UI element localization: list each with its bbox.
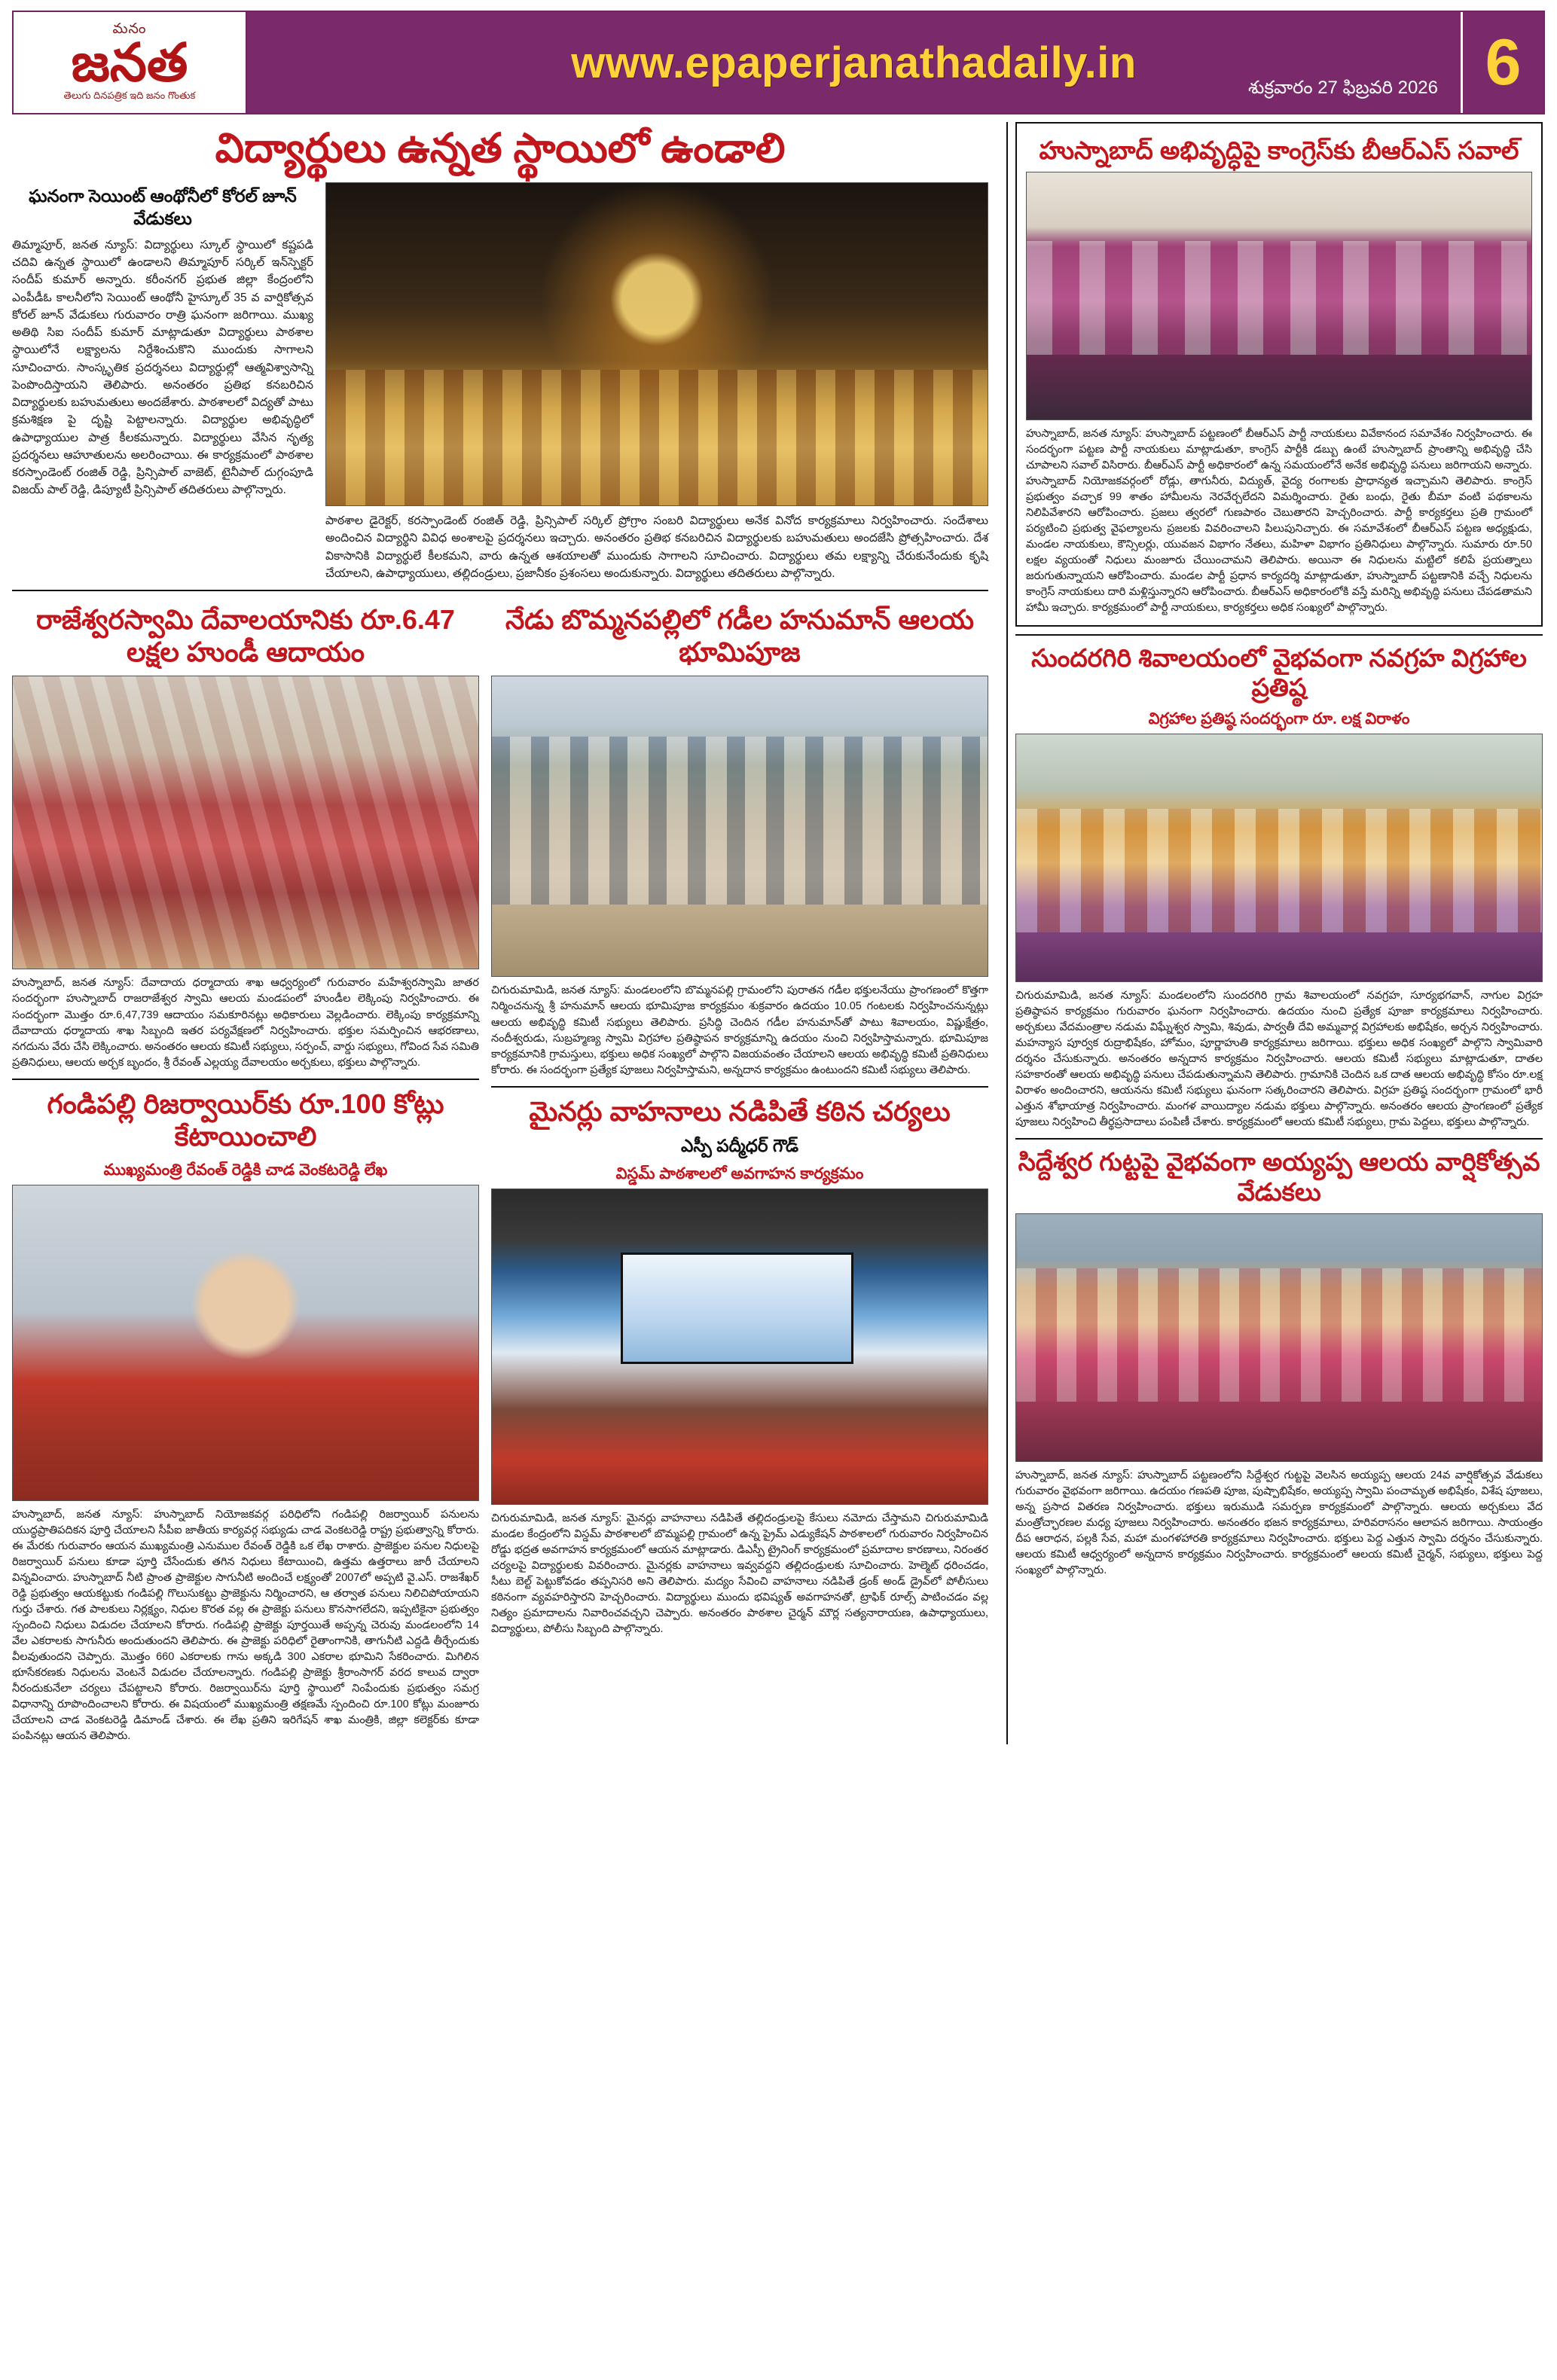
website-url[interactable]: www.epaperjanathadaily.in	[571, 38, 1137, 87]
brs-body: హుస్నాబాద్, జనత న్యూస్: హుస్నాబాద్ పట్టణంలో బీఆర్ఎస్ పార్టీ నాయకులు వివేకానంద సమావేశం నిర్వహించారు. ఈ సందర్భంగా పట్టణ పార్టీ నాయకులు మాట్లాడుతూ, కాంగ్రెస్ పార్టీకి డబ్బు ఉంటే హుస్నాబాద్ ప్రాంతాన్ని అభివృద్ధి చేసి చూపాలని సవాల్ విసిరారు. బీఆర్ఎస్ పార్టీ అధికారంలో ఉన్న సమయంలోనే అనేక అభివృద్ధి పనులు జరిగాయని అన్నారు. హుస్నాబాద్ నియోజకవర్గంలో రోడ్లు, తాగునీరు, విద్యుత్, వైద్య రంగాలకు ప్రాధాన్యత ఇచ్చామని తెలిపారు. కాంగ్రెస్ ప్రభుత్వం వచ్చాక 99 శాతం హామీలను నెరవేర్చలేదని విమర్శించారు. రైతు బంధు, రైతు బీమా వంటి పథకాలను నిలిపివేశారని ఆరోపించారు. ప్రజలు త్వరలో గుణపాఠం చెబుతారని హెచ్చరించారు. పార్టీ కార్యకర్తలు ప్రతి గ్రామంలో పర్యటించి ప్రభుత్వ వైఫల్యాలను ప్రజలకు వివరించాలని పిలుపునిచ్చారు. ఈ సమావేశంలో బీఆర్ఎస్ పట్టణ అధ్యక్షుడు, మండల నాయకులు, కౌన్సిలర్లు, యువజన విభాగం నేతలు, మహిళా విభాగం ప్రతినిధులు పాల్గొన్నారు. సుమారు రూ.50 లక్షల వ్యయంతో నిధులు మంజూరు చేయించామని తెలిపారు. అయినా ఈ నిధులను మట్టిలో కలిపే ప్రయత్నాలు జరుగుతున్నాయని ఆరోపించారు. మండల పార్టీ ప్రధాన కార్యదర్శి మాట్లాడుతూ, హుస్నాబాద్ పట్టణానికి వచ్చే నిధులను కాంగ్రెస్ నాయకులు దారి మళ్లిస్తున్నారని ఆరోపించారు. బీఆర్ఎస్ అధికారంలోకి వస్తే మరిన్ని అభివృద్ధి పనులు చేపడతామని హామీ ఇచ్చారు. కార్యక్రమంలో పార్టీ నాయకులు, కార్యకర్తలు అధిక సంఖ్యలో పాల్గొన్నారు.	[1026, 427, 1532, 614]
logo-subtitle: తెలుగు దినపత్రిక ఇది జనం గొంతుక	[63, 89, 196, 101]
navagraha-headline: సుందరగిరి శివాలయంలో వైభవంగా నవగ్రహ విగ్రహాల ప్రతిష్ఠ	[1031, 643, 1527, 702]
ayyappa-body: హుస్నాబాద్, జనత న్యూస్: హుస్నాబాద్ పట్టణంలోని సిద్దేశ్వర గుట్టపై వెలసిన అయ్యప్ప ఆలయ 24వ వార్షికోత్సవ వేడుకలు గురువారం వైభవంగా జరిగాయి. ఉదయం గణపతి పూజ, పుష్పాభిషేకం, అయ్యప్ప స్వామి పంచామృత అభిషేకం, విశేష పూజలు, అన్న ప్రసాద వితరణ నిర్వహించారు. భక్తులు ఇరుముడి సమర్పణ కార్యక్రమంలో పాల్గొన్నారు. ఆలయ అర్చకులు వేద మంత్రోచ్ఛారణల మధ్య పూజలు నిర్వహించారు. అనంతరం భజన కార్యక్రమాలు, హరివరాసనం ఆలాపన జరిగాయి. సాయంత్రం దీప ఆరాధన, పల్లకి సేవ, మహా మంగళహారతి కార్యక్రమాలు నిర్వహించారు. భక్తులు పెద్ద ఎత్తున స్వామి దర్శనం చేసుకున్నారు. ఆలయ కమిటీ ఆధ్వర్యంలో అన్నదాన కార్యక్రమం నిర్వహించారు. కార్యక్రమంలో ఆలయ కమిటీ చైర్మన్, సభ్యులు, భక్తులు పెద్ద సంఖ్యలో పాల్గొన్నారు.	[1015, 1469, 1543, 1576]
hanuman-body: చిగురుమామిడి, జనత న్యూస్: మండలంలోని బొమ్మనపల్లి గ్రామంలోని పురాతన గడీల భక్తులనేయు ప్రాంగణంలో కొత్తగా నిర్మించనున్న శ్రీ హనుమాన్ ఆలయ భూమిపూజ కార్యక్రమం శుక్రవారం ఉదయం 10.05 గంటలకు నిర్వహించనున్నట్లు ఆలయ అభివృద్ధి కమిటీ సభ్యులు తెలిపారు. ప్రసిద్ధి చెందిన గడీల హనుమాన్‌తో పాటు శివాలయం, విష్ణుక్షేత్రం, నందీశ్వరుడు, సుబ్రహ్మణ్య స్వామి విగ్రహాల ప్రతిష్ఠాపన కార్యక్రమాన్ని ఉదయం నుంచి నిర్వహిస్తామన్నారు. భూమిపూజ కార్యక్రమానికి గ్రామస్తులు, భక్తులు అధిక సంఖ్యలో పాల్గొని విజయవంతం చేయాలని ఆలయ అభివృద్ధి కమిటీ ప్రతినిధులు కోరారు. ఈ సందర్భంగా ప్రత్యేక పూజలు నిర్వహిస్తామని, అన్నదాన కార్యక్రమం ఉంటుందని కమిటీ సభ్యులు తెలిపారు.	[491, 984, 988, 1076]
ayyappa-headline: సిద్దేశ్వర గుట్టపై వైభవంగా అయ్యప్ప ఆలయ వార్షికోత్సవ వేడుకలు	[1018, 1148, 1540, 1206]
brs-leaders-meeting-photo	[1026, 172, 1532, 420]
page-number: 6	[1461, 12, 1543, 113]
right-divider-1	[1015, 634, 1543, 636]
reservoir-subhead: ముఖ్యమంత్రి రేవంత్ రెడ్డికి చాడ వెంకటరెడ్డి లేఖ	[103, 1161, 388, 1179]
navagraha-story	[1015, 643, 1543, 1131]
awareness-program-photo	[491, 1188, 988, 1505]
right-divider-2	[1015, 1138, 1543, 1140]
middle-row	[12, 599, 988, 1744]
politician-portrait-photo	[12, 1185, 479, 1501]
left-column-zone	[12, 122, 999, 1744]
ayyappa-temple-festival-photo	[1015, 1213, 1543, 1462]
navagraha-subhead: విగ్రహాల ప్రతిష్ఠ సందర్భంగా రూ. లక్ష విరాళం	[1148, 709, 1410, 728]
brs-story-box	[1015, 122, 1543, 627]
miners-body: చిగురుమామిడి, జనత న్యూస్: మైనర్లు వాహనాలు నడిపితే తల్లిదండ్రులపై కేసులు నమోదు చేస్తామని చిగురుమామిడి మండల కేంద్రంలోని విస్డమ్ పాఠశాలలో బొమ్మపల్లి గ్రామంలో ఉన్న ప్రైమ్ ఎడ్యుకేషన్ పాఠశాలలో గురువారం నిర్వహించిన రోడ్డు భద్రత అవగాహన కార్యక్రమంలో ఆయన మాట్లాడారు. డిఎస్పీ ట్రైనింగ్ కార్యక్రమంలో ప్రమాదాల కారణాలు, నిరంతర చర్యలపై విద్యార్థులకు వివరించారు. మైనర్లకు వాహనాలు ఇవ్వవద్దని తల్లిదండ్రులకు సూచించారు. హెల్మెట్ ధరించడం, సీటు బెల్ట్ పెట్టుకోవడం తప్పనిసరి అని తెలిపారు. మద్యం సేవించి వాహనాలు నడిపితే డ్రంక్ అండ్ డ్రైవ్‌లో పోలీసులు కఠినంగా వ్యవహరిస్తారని హెచ్చరించారు. విద్యార్థులు ముందు భవిష్యత్ అవగాహనతో, ట్రాఫిక్ రూల్స్ పాటించడం వల్ల నిత్యం ప్రమాదాలను నివారించవచ్చని చెప్పారు. అనంతరం పాఠశాల చైర్మన్ మౌర్ల సత్యనారాయణ, ఉపాధ్యాయులు, విద్యార్థులు, పోలీసు సిబ్బంది పాల్గొన్నారు.	[491, 1512, 988, 1636]
ayyappa-story	[1015, 1147, 1543, 1578]
right-column-zone	[1015, 122, 1543, 1744]
masthead	[12, 11, 1545, 114]
hanuman-headline: నేడు బొమ్మనపల్లిలో గడీల హనుమాన్ ఆలయ భూమిపూజ	[505, 604, 975, 668]
section-divider-3	[491, 1086, 988, 1088]
masthead-center	[247, 12, 1461, 113]
temple-ritual-photo	[12, 676, 479, 969]
navagraha-body: చిగురుమామిడి, జనత న్యూస్: మండలంలోని సుందరగిరి గ్రామ శివాలయంలో నవగ్రహ, సూర్యభగవాన్, నాగుల విగ్రహ ప్రతిష్ఠాపన కార్యక్రమం గురువారం ఘనంగా నిర్వహించారు. ఉదయం నుంచి ప్రత్యేక పూజా కార్యక్రమాలు నిర్వహించారు. అర్చకులు వేదమంత్రాల నడుమ విఘ్నేశ్వర స్వామి, శివుడు, పార్వతీ దేవి అమ్మవార్ల విగ్రహాలకు అభిషేకం, అర్చన నిర్వహించారు. మహన్యాస పూర్వక రుద్రాభిషేకం, హోమం, పూర్ణాహుతి కార్యక్రమాలు జరిగాయి. భక్తులు అధిక సంఖ్యలో పాల్గొని స్వామివారి దర్శనం చేసుకున్నారు. అనంతరం అన్నదాన కార్యక్రమం నిర్వహించారు. ఆలయ కమిటీ సభ్యులు మాట్లాడుతూ, దాతల సహకారంతో ఆలయ అభివృద్ధి పనులు చేపడుతున్నామని తెలిపారు. గ్రామానికి చెందిన ఒక దాత ఆలయ అభివృద్ధి కోసం రూ.లక్ష విరాళం అందించారని, ఆయనను కమిటీ సభ్యులు ఘనంగా సత్కరించారని తెలిపారు. విగ్రహ ప్రతిష్ఠ సందర్భంగా గ్రామంలో భారీ ఎత్తున శోభాయాత్ర నిర్వహించారు. మంగళ వాయిద్యాల నడుమ భక్తులు పాల్గొన్నారు. అనంతరం ఆలయ ప్రాంగణంలో ప్రత్యేక పూజలు నిర్వహించి తీర్థప్రసాదాలు పంపిణీ చేశారు. కార్యక్రమంలో ఆలయ కమిటీ సభ్యులు, గ్రామ పెద్దలు, భక్తులు పాల్గొన్నారు.	[1015, 990, 1543, 1129]
bhoomi-pooja-photo	[491, 676, 988, 977]
temple-hundi-body: హుస్నాబాద్, జనత న్యూస్: దేవాదాయ ధర్మాదాయ శాఖ ఆధ్వర్యంలో గురువారం మహేశ్వరస్వామి జాతర సందర్భంగా హుస్నాబాద్ రాజరాజేశ్వర స్వామి ఆలయ మండపంలో హుండీల లెక్కింపు నిర్వహించారు. ఈ సందర్భంగా మొత్తం రూ.6,47,739 ఆదాయం సమకూరినట్లు అధికారులు వెల్లడించారు. లెక్కింపు కార్యక్రమాన్ని దేవాదాయ ధర్మాదాయ శాఖ సిబ్బంది ఇతర పర్యవేక్షణలో నిర్వహించారు. భక్తుల సమర్పించిన ఆభరణాలు, నగదును వేరు చేసి లెక్కించారు. అనంతరం ఆలయ కమిటీ సభ్యులు, సర్పంచ్, వార్డు సభ్యులు, గోవింద సేవ సమితి ప్రతినిధులు, ఆలయ అర్చక బృందం, శ్రీ రేవంత్ ఎల్లయ్య దేవాలయం అర్చకులు, భక్తులు పాల్గొన్నారు.	[12, 977, 479, 1069]
page-content	[12, 122, 1545, 1744]
logo-title: జనత	[71, 33, 188, 93]
logo-top-text: మనం	[112, 21, 147, 38]
lead-subhead: ఘనంగా సెయింట్ ఆంథోనీలో కోరల్ జూన్ వేడుకలు	[29, 186, 297, 228]
stage-performance-photo	[325, 182, 988, 506]
miners-subhead: ఎస్పీ పద్మీధర్ గౌడ్	[681, 1135, 798, 1155]
lead-story	[12, 125, 988, 582]
issue-date: శుక్రవారం 27 ఫిబ్రవరి 2026	[1247, 78, 1438, 98]
lead-headline: విద్యార్థులు ఉన్నత స్థాయిలో ఉండాలి	[215, 126, 786, 171]
section-divider-2	[12, 1079, 479, 1080]
brs-headline: హుస్నాబాద్ అభివృద్ధిపై కాంగ్రెస్‌కు బీఆర్ఎస్ సవాల్	[1039, 136, 1519, 164]
miners-headline: మైనర్లు వాహనాలు నడిపితే కఠిన చర్యలు	[529, 1095, 951, 1127]
temple-hundi-headline: రాజేశ్వరస్వామి దేవాలయానికు రూ.6.47 లక్షల హుండీ ఆదాయం	[36, 604, 455, 668]
lead-body: తిమ్మాపూర్, జనత న్యూస్: విద్యార్థులు స్కూల్ స్థాయిలో కష్టపడి చదివి ఉన్నత స్థాయిలో ఉండాలని తిమ్మాపూర్ సర్కిల్ ఇన్‌స్పెక్టర్ సందీప్ కుమార్ అన్నారు. కరీంనగర్ ప్రభుత జిల్లా కేంద్రంలోని ఎంపీడీఓ కాలనీలోని సెయింట్ ఆంథోనీ హైస్కూల్ 35 వ వార్షికోత్సవ కోరల్ జూన్ వేడుకలు గురువారం రాత్రి ఘనంగా జరిగాయి. ముఖ్య అతిథి సిఐ సందీప్ కుమార్ మాట్లాడుతూ విద్యార్థులు పాఠశాల స్థాయిలోనే లక్ష్యాలను నిర్దేశించుకొని ముందుకు సాగాలని సూచించారు. సాంస్కృతిక ప్రదర్శనలు విద్యార్థుల్లో ఆత్మవిశ్వాసాన్ని పెంపొందిస్తాయని తెలిపారు. అనంతరం ప్రతిభ కనబరిచిన విద్యార్థులకు బహుమతులు అందజేశారు. పాఠశాలలో విద్యతో పాటు క్రమశిక్షణ పై దృష్టి పెట్టాలన్నారు. విద్యార్థుల అభివృద్ధిలో ఉపాధ్యాయుల పాత్ర కీలకమన్నారు. విద్యార్థులు వేసిన నృత్య ప్రదర్శనలు ఆహూతులను అలరించాయి. ఈ కార్యక్రమంలో పాఠశాల కరస్పాండెంట్ రంజిత్ రెడ్డి, ప్రిన్సిపాల్ వాజెట్, టైనీపాల్ దుగ్గంపూడి విజయ్ పాల్ రెడ్డి, డిప్యూటీ ప్రిన్సిపాల్ తదితరులు పాల్గొన్నారు.	[12, 238, 313, 497]
lead-body-2: పాఠశాల డైరెక్టర్, కరస్పాండెంట్ రంజిత్ రెడ్డి, ప్రిన్సిపాల్ సర్కిల్ ప్రోగ్రాం సంబరి విద్యార్థులు అనేక వినోద కార్యక్రమాలు నిర్వహించారు. సందేశాలు అందించిన విద్యార్థిని వివిధ అంశాలపై ప్రదర్శనలు ఇచ్చారు. అనంతరం ప్రతిభ కనబరిచిన విద్యార్థులకు బహుమతులు అందజేసి ప్రోత్సహించారు. దేశ వికాసానికి విద్యార్థులే కీలకమని, వారు ఉన్నత ఆశయాలతో ముందుకు సాగాలని సూచించారు. విద్యార్థులు తమ లక్ష్యాన్ని చేరుకునేందుకు కృషి చేయాలని, ఉపాధ్యాయులు, తల్లిదండ్రులు, ప్రజానీకం ప్రశంసలు అందుకున్నారు. విద్యార్థులు తదితరులు పాల్గొన్నారు.	[325, 514, 988, 580]
newspaper-logo	[14, 12, 247, 113]
section-divider	[12, 590, 988, 591]
reservoir-body: హుస్నాబాద్, జనత న్యూస్: హుస్నాబాద్ నియోజకవర్గ పరిధిలోని గండిపల్లి రిజర్వాయిర్ పనులను యుద్ధప్రాతిపదికన పూర్తి చేయాలని సీపీఐ జాతీయ కార్యవర్గ సభ్యుడు చాడ వెంకటరెడ్డి రాష్ట్ర ప్రభుత్వాన్ని కోరారు. ఈ మేరకు గురువారం ఆయన ముఖ్యమంత్రి ఎనుముల రేవంత్ రెడ్డికి ఒక లేఖ రాశారు. ప్రాజెక్టుల పనుల నిధులపై రిజర్వాయిర్ పనులు కూడా పూర్తి చేసేందుకు తగిన నిధులు కేటాయించి, ఉత్తమ ఉత్తరాలు జారీ చేయాలని విన్నవించారు. హుస్నాబాద్ నీటి ప్రాంత ప్రాజెక్టుల సాగునీటి అందించే లక్ష్యంతో 2007లో అప్పటి వై.ఎస్. రాజశేఖర్ రెడ్డి ప్రభుత్వం ఆయకట్టుకు గండిపల్లి గొలుసుకట్టు ప్రాజెక్టును నిర్మించారని, ఆ తర్వాత పనులు నిలిచిపోయాయని గుర్తు చేశారు. గత పాలకులు నిర్లక్ష్యం, నిధుల కొరత వల్ల ఈ ప్రాజెక్టు పనులు కొనసాగలేదని, ఇప్పటికైనా ప్రభుత్వం స్పందించి నిధులు విడుదల చేయాలని కోరారు. గండిపల్లి ప్రాజెక్టు పూర్తయితే అప్పన్న చెరువు మండలంలోని 14 వేల ఎకరాలకు సాగునీరు అందుతుందని తెలిపారు. ఈ ప్రాజెక్టు పరిధిలో రైతాంగానికి, తాగునీటి ఎద్దడి తీర్చేందుకు వీలవుతుందని చెప్పారు. మొత్తం 660 ఎకరాలకు గాను అక్కడి 300 ఎకరాల భూమిని సేకరించారు. మిగిలిన భూసేకరణకు నిధులను వెంటనే విడుదల చేయాలన్నారు. గండిపల్లి ప్రాజెక్టు శ్రీరాంసాగర్ వరద కాలువ ద్వారా నీరందుకునేలా చర్యలు చేపట్టాలని కోరారు. రిజర్వాయిర్‌ను పూర్తి స్థాయిలో నింపేందుకు ప్రభుత్వం సమగ్ర విధానాన్ని రూపొందించాలని కోరారు. ఈ విషయంలో ముఖ్యమంత్రి తక్షణమే స్పందించి రూ.100 కోట్లు మంజూరు చేయాలని చాడ వెంకటరెడ్డి డిమాండ్ చేశారు. ఈ లేఖ ప్రతిని ఇరిగేషన్ శాఖ మంత్రికి, జిల్లా కలెక్టర్‌కు కూడా పంపినట్లు ఆయన తెలిపారు.	[12, 1509, 479, 1743]
navagraha-pratishta-photo	[1015, 734, 1543, 982]
vertical-divider	[1006, 122, 1008, 1744]
miners-subhead-red: విస్డమ్ పాఠశాలలో అవగాహన కార్యక్రమం	[615, 1164, 864, 1182]
reservoir-headline: గండిపల్లి రిజర్వాయిర్‌కు రూ.100 కోట్లు కేటాయించాలి	[47, 1088, 444, 1152]
